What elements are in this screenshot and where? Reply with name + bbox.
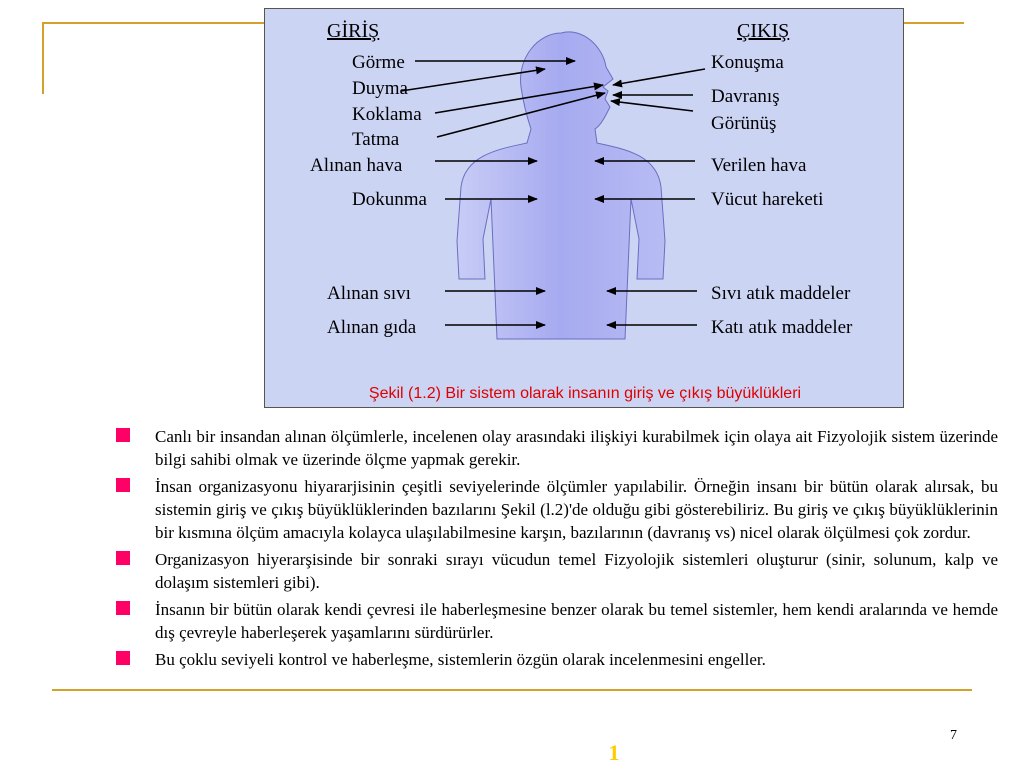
bullet-item bbox=[114, 648, 998, 671]
bullet-item bbox=[114, 475, 998, 544]
page-number: 7 bbox=[950, 728, 957, 743]
bullet-text: İnsan organizasyonu hiyararjisinin çeşitli seviyelerinde ölçümler yapılabilir. Örneğin insanı bir bütün olarak alırsak, bu sistemin giriş ve çıkış büyüklüklerinden bazılarını Şekil (l.2)'de olduğu gibi gösterebiliriz. Bu giriş ve çıkış büyüklüklerinin bir kısmına ölçüm amacıyla kolayca ulaşılabilmesine karşın, bazılarının (davranış vs) nicel olarak ölçülmesi çok zordur. bbox=[155, 477, 998, 542]
input-label-koklama: Koklama bbox=[352, 104, 422, 125]
input-label-alinan-gida: Alınan gıda bbox=[327, 317, 417, 338]
output-label-kati-atik: Katı atık maddeler bbox=[711, 317, 853, 338]
square-bullet-icon bbox=[116, 651, 130, 665]
square-bullet-icon bbox=[116, 601, 130, 615]
output-label-verilen-hava: Verilen hava bbox=[711, 155, 807, 176]
top-rule-right bbox=[904, 22, 964, 24]
arrow-konusma bbox=[613, 69, 705, 85]
output-label-konusma: Konuşma bbox=[711, 52, 784, 73]
arrow-gorunus bbox=[611, 101, 693, 111]
bullet-item bbox=[114, 425, 998, 471]
bottom-rule bbox=[52, 689, 972, 691]
output-label-davranis: Davranış bbox=[711, 86, 780, 107]
square-bullet-icon bbox=[116, 428, 130, 442]
figure-caption: Şekil (1.2) Bir sistem olarak insanın giriş ve çıkış büyüklükleri bbox=[368, 385, 802, 402]
bullet-item bbox=[114, 598, 998, 644]
slide-number: 1 bbox=[608, 740, 620, 765]
input-label-alinan-hava: Alınan hava bbox=[310, 155, 403, 176]
bullet-item bbox=[114, 548, 998, 594]
input-label-dokunma: Dokunma bbox=[352, 189, 427, 210]
square-bullet-icon bbox=[116, 478, 130, 492]
square-bullet-icon bbox=[116, 551, 130, 565]
figure-panel bbox=[264, 8, 904, 408]
input-label-gorme: Görme bbox=[352, 52, 405, 73]
output-heading: ÇIKIŞ bbox=[737, 20, 790, 42]
bullet-text: Bu çoklu seviyeli kontrol ve haberleşme, sistemlerin özgün olarak incelenmesini engeller. bbox=[155, 650, 766, 669]
output-label-gorunus: Görünüş bbox=[711, 113, 777, 134]
left-rule bbox=[42, 22, 44, 94]
input-heading: GİRİŞ bbox=[327, 20, 380, 42]
output-label-sivi-atik: Sıvı atık maddeler bbox=[711, 283, 851, 304]
bullet-text: Organizasyon hiyerarşisinde bir sonraki sırayı vücudun temel Fizyolojik sistemleri oluşturur (sinir, solunum, kalp ve dolaşım sistemleri gibi). bbox=[155, 550, 998, 592]
top-rule bbox=[42, 22, 264, 24]
bullet-text: Canlı bir insandan alınan ölçümlerle, incelenen olay arasındaki ilişkiyi kurabilmek için olaya ait Fizyolojik sistem üzerinde bilgi sahibi olmak ve üzerinde ölçme yapmak gerekir. bbox=[155, 427, 998, 469]
output-label-vucut-hareketi: Vücut hareketi bbox=[711, 189, 824, 210]
input-label-duyma: Duyma bbox=[352, 78, 408, 99]
bullet-text: İnsanın bir bütün olarak kendi çevresi ile haberleşmesine benzer olarak bu temel sistemler, hem kendi aralarında ve hemde dış çevreyle haberleşerek yaşamlarını sürdürürler. bbox=[155, 600, 998, 642]
input-label-tatma: Tatma bbox=[352, 129, 400, 150]
input-label-alinan-sivi: Alınan sıvı bbox=[327, 283, 411, 304]
bullet-list bbox=[114, 425, 998, 675]
